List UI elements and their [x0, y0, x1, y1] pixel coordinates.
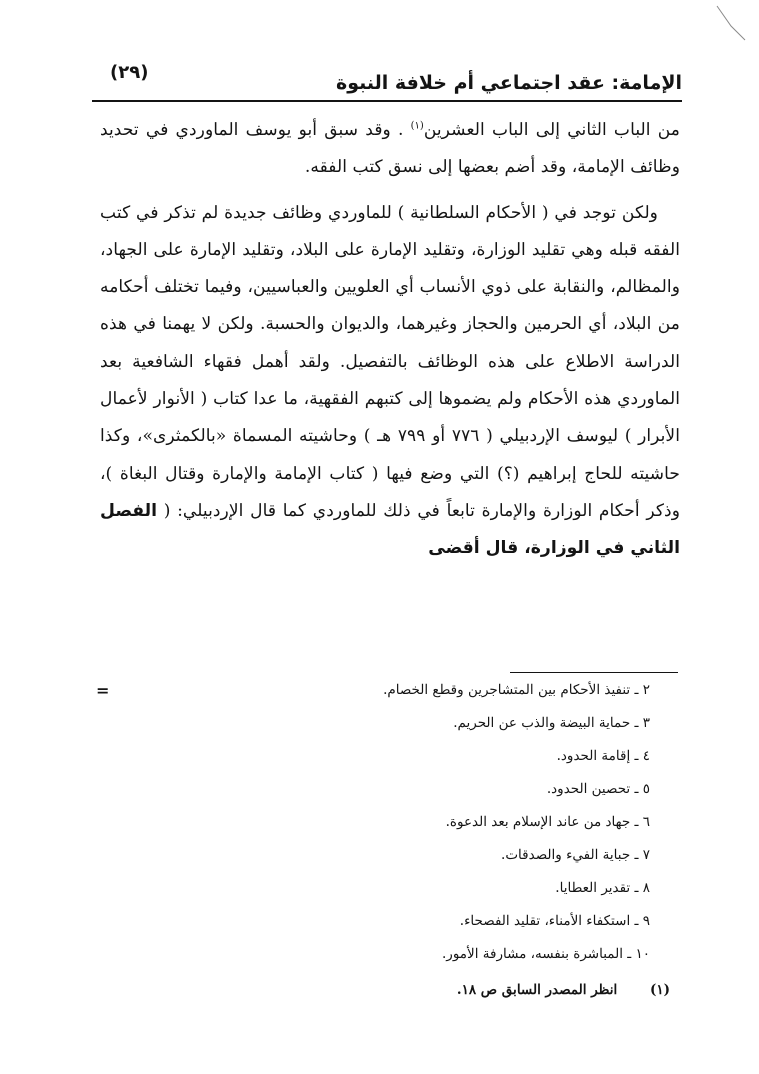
source-footnote-text: انظر المصدر السابق ص ١٨.	[456, 982, 618, 998]
footnote-item: ٥ ـ تحصين الحدود.	[546, 781, 650, 797]
quoted-heading: الفصل الثاني في الوزارة، قال أقضى	[100, 500, 680, 559]
paragraph-1-text-b: . وقد سبق أبو يوسف الماوردي في تحديد وظائف الإمامة، وقد أضم بعضها إلى نسق كتب الفقه.	[100, 120, 680, 178]
footnote-item: ٣ ـ حماية البيضة والذب عن الحريم.	[453, 715, 650, 731]
paragraph-1-text-a: من الباب الثاني إلى الباب العشرين	[423, 120, 680, 140]
footnote-reference: (١)	[410, 120, 424, 132]
footnote-item: ١٠ ـ المباشرة بنفسه، مشارفة الأمور.	[442, 946, 650, 962]
source-footnote-number: (١)	[649, 982, 670, 998]
footnote-item: ٤ ـ إقامة الحدود.	[556, 748, 650, 764]
paragraph-2	[100, 195, 680, 568]
footnote-item: ٨ ـ تقدير العطايا.	[555, 880, 650, 896]
scan-corner-mark	[711, 4, 751, 44]
paragraph-1	[100, 112, 680, 187]
footnote-item: ٩ ـ استكفاء الأمناء، تقليد الفصحاء.	[459, 913, 650, 929]
page-number: (٢٩)	[110, 62, 149, 83]
footnote-item: ٦ ـ جهاد من عاند الإسلام بعد الدعوة.	[445, 814, 650, 830]
footnote-item: ٢ ـ تنفيذ الأحكام بين المتشاجرين وقطع الخصام.	[383, 682, 650, 698]
footnote-continuation-mark: =	[96, 681, 110, 700]
header-rule	[92, 100, 682, 102]
paragraph-2-text: ولكن توجد في ( الأحكام السلطانية ) للماوردي وظائف جديدة لم تذكر في كتب الفقه قبله وهي تقليد الوزارة، وتقليد الإمارة على البلاد، وتقليد الإمارة على الجهاد، والمظالم، والنقابة على ذوي الأنساب أي العلويين والعباسيين، وفيما تختلف أحكامه من البلاد، أي الحرمين والحجاز وغيرهما، والديوان والحسبة. ولكن لا يهمنا في هذه الدراسة الاطلاع على هذه الوظائف بالتفصيل. ولقد أهمل فقهاء الشافعية بعد الماوردي هذه الأحكام ولم يضموها إلى كتبهم الفقهية، ما عدا كتاب ( الأنوار لأعمال الأبرار ) ليوسف الإردبيلي ( ٧٧٦ أو ٧٩٩ هـ ) وحاشيته المسماة «بالكمثرى»، وكذا حاشيته للحاج إبراهيم (؟) التي وضع فيها ( كتاب الإمامة والإمارة وقتال البغاة )، وذكر أحكام الوزارة والإمارة تابعاً في ذلك للماوردي كما قال الإردبيلي: (	[100, 202, 680, 521]
running-title: الإمامة: عقد اجتماعي أم خلافة النبوة	[336, 72, 682, 94]
footnote-list	[100, 672, 745, 971]
main-text	[100, 112, 680, 568]
page-header	[92, 58, 682, 100]
source-footnote	[100, 975, 680, 1005]
footnote-item: ٧ ـ جباية الفيء والصدقات.	[501, 847, 650, 863]
